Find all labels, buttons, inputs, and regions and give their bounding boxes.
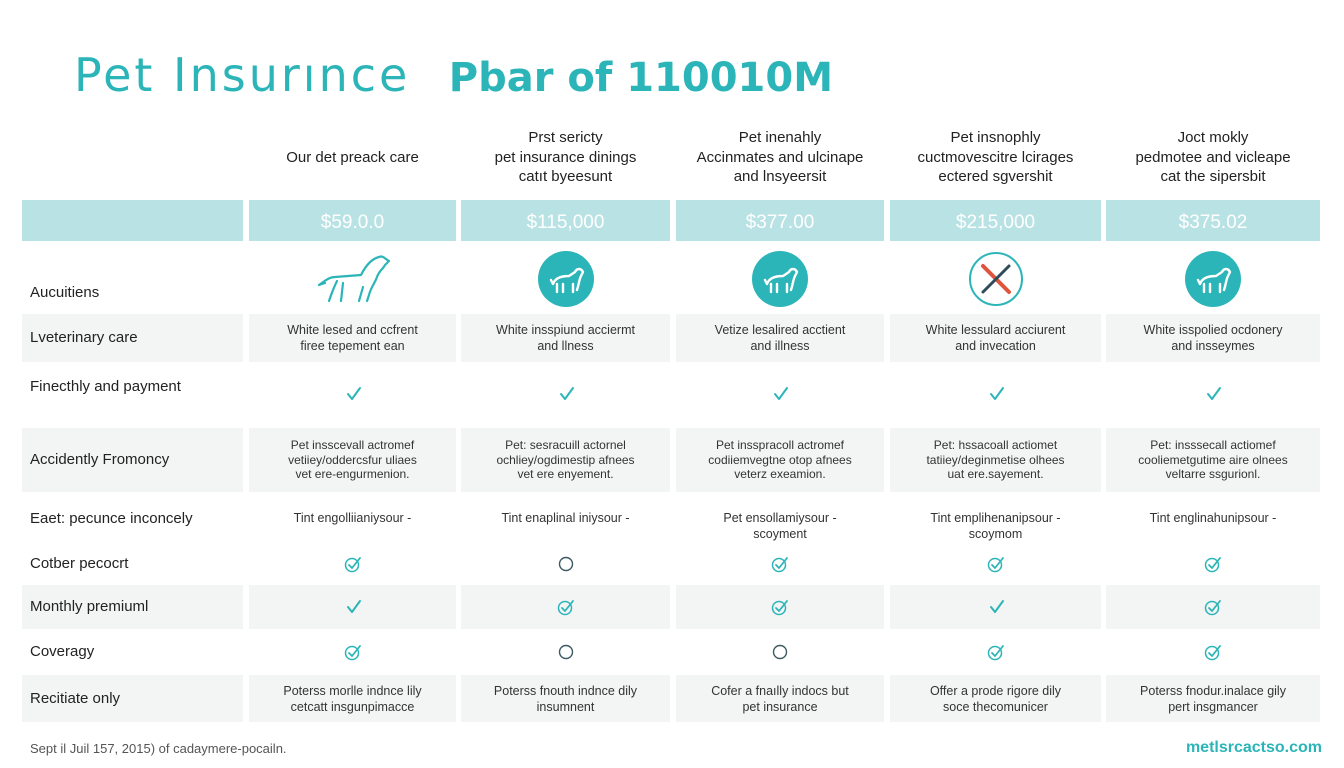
no-tools-icon	[890, 248, 1101, 310]
check-circle-icon	[1106, 546, 1320, 582]
cell-text	[890, 683, 1101, 715]
cell-text-line: Pet ensollamiysour -	[723, 511, 837, 525]
plan-heading	[461, 128, 670, 187]
check-icon	[249, 585, 456, 629]
cell-text	[249, 510, 456, 526]
check-icon	[890, 585, 1101, 629]
cell-text	[249, 683, 456, 715]
plan-heading-line: pet insurance dinings	[494, 148, 637, 166]
plan-price: $59.0.0	[249, 200, 456, 241]
cell-text	[249, 322, 456, 354]
plan-heading-line: Pet inenahly	[738, 129, 822, 146]
check-circle-icon	[1106, 585, 1320, 629]
cell-text-line: Offer a prode rigore dily	[929, 684, 1062, 698]
plan-heading-line: Prst sericty	[528, 129, 603, 146]
plan-heading	[249, 148, 456, 168]
check-circle-icon	[676, 546, 884, 582]
check-icon	[249, 366, 456, 422]
cell-text-line: pert insgmancer	[1168, 700, 1258, 714]
check-circle-icon	[890, 632, 1101, 672]
plan-heading-line: Our det preack care	[286, 149, 419, 166]
cell-text-line: White insspiund acciermt	[496, 323, 635, 337]
plan-heading	[1106, 128, 1320, 187]
cell-text-line: and invecation	[955, 339, 1036, 353]
row-label: Eaet: pecunce inconcely	[30, 510, 193, 527]
plan-price: $215,000	[890, 200, 1101, 241]
cell-text-line: vet ere enyement.	[517, 467, 614, 481]
plan-heading	[676, 128, 884, 187]
cell-text-line: Poterss morlle indnce lily	[283, 684, 422, 698]
plan-heading-line: Pet insnophly	[950, 129, 1041, 146]
row-label: Finecthly and payment	[30, 378, 181, 395]
plan-heading-line: ectered sgvershit	[938, 168, 1053, 185]
cell-text-line: insumnent	[536, 700, 595, 714]
cell-text-line: Vetize lesalired acctient	[714, 323, 846, 337]
cell-text-line: vetiiey/oddercsfur uliaes	[288, 452, 417, 467]
cell-text	[676, 683, 884, 715]
price-band-label-cell	[22, 200, 243, 241]
plan-heading-line: and lnsyeersit	[733, 168, 827, 185]
check-icon	[1106, 366, 1320, 422]
footer-brand-link[interactable]: metlsrcactso.com	[1185, 739, 1322, 756]
row-label: Cotber pecocrt	[30, 555, 129, 572]
check-circle-icon	[1106, 632, 1320, 672]
plan-heading-line: catıt byeesunt	[518, 168, 613, 185]
title-part-2: Pbar of 110010M	[448, 55, 833, 101]
dog-sitting-badge-icon	[676, 248, 884, 310]
cell-text-line: scoyment	[753, 527, 807, 541]
cell-text-line: veterz exeamion.	[734, 467, 826, 481]
row-label: Accidently Fromoncy	[30, 451, 170, 468]
cell-text-line: Tint engolliianiysour -	[293, 511, 412, 525]
cell-text-line: and illness	[750, 339, 810, 353]
plan-heading-line: pedmotee and vicleape	[1135, 148, 1291, 166]
cell-text-line: firee tepement ean	[300, 339, 405, 353]
cell-text-line: Tint englinahunipsour -	[1149, 511, 1277, 525]
title-part-1: Pet Insurınce	[74, 48, 411, 102]
check-icon	[676, 366, 884, 422]
check-icon	[890, 366, 1101, 422]
check-circle-icon	[249, 546, 456, 582]
cell-text	[1106, 683, 1320, 715]
cell-text-line: Pet: hssacoall actiomet	[933, 438, 1058, 452]
check-circle-icon	[249, 632, 456, 672]
cell-text-line: Pet insscevall actromef	[290, 438, 415, 452]
cell-text	[249, 438, 456, 482]
cell-text-line: ochliey/ogdimestip afnees	[496, 452, 635, 467]
cell-text-line: scoymom	[968, 527, 1023, 541]
cell-text	[1106, 322, 1320, 354]
cell-text	[461, 510, 670, 526]
row-label: Monthly premiuml	[30, 598, 149, 615]
cell-text	[1106, 438, 1320, 482]
cell-text	[676, 322, 884, 354]
plan-heading-line: cuctmovescitre lcirages	[917, 148, 1074, 166]
cell-text-line: cetcatt insgunpimacce	[290, 700, 415, 714]
cell-text-line: White lesed and ccfrent	[287, 323, 418, 337]
cell-text-line: Cofer a fnaılly indocs but	[711, 684, 849, 698]
empty-circle-icon	[676, 632, 884, 672]
cell-text-line: White lessulard acciurent	[925, 323, 1066, 337]
cell-text-line: tatiiey/deginmetise olhees	[926, 452, 1065, 467]
cell-text-line: Pet: sesracuill actornel	[505, 438, 626, 452]
row-label: Coveragy	[30, 643, 95, 660]
cell-text-line: Pet insspracoll actromef	[715, 438, 845, 452]
cell-text-line: uat ere.sayement.	[947, 467, 1044, 481]
cell-text-line: codiiemvegtne otop afnees	[708, 452, 852, 467]
check-circle-icon	[890, 546, 1101, 582]
puppy-badge-icon	[1106, 248, 1320, 310]
check-circle-icon	[676, 585, 884, 629]
cell-text	[461, 438, 670, 482]
cell-text	[890, 438, 1101, 482]
cell-text-line: Poterss fnodur.inalace gily	[1140, 684, 1286, 698]
cell-text-line: White isspolied ocdonery	[1143, 323, 1283, 337]
plan-price: $377.00	[676, 200, 884, 241]
row-label: Aucuitiens	[30, 284, 100, 301]
cell-text-line: Tint emplihenanipsour -	[930, 511, 1061, 525]
cell-text-line: vet ere-engurmenion.	[295, 467, 410, 481]
cell-text-line: and llness	[537, 339, 594, 353]
cell-text-line: cooliemetgutime aire olnees	[1138, 452, 1288, 467]
cell-text	[890, 322, 1101, 354]
dog-outline-icon	[249, 248, 456, 310]
check-circle-icon	[461, 585, 670, 629]
plan-price: $115,000	[461, 200, 670, 241]
cell-text	[1106, 510, 1320, 526]
row-label: Lveterinary care	[30, 329, 138, 346]
page-title	[74, 48, 833, 102]
cell-text-line: and insseymes	[1171, 339, 1255, 353]
cell-text	[676, 438, 884, 482]
plan-heading-line: Joct mokly	[1177, 129, 1249, 146]
cell-text-line: Tint enaplinal iniysour -	[501, 511, 630, 525]
footer-note: Sept il Juil 157, 2015) of cadaymere-pocailn.	[30, 741, 287, 756]
empty-circle-icon	[461, 632, 670, 672]
cell-text	[676, 510, 884, 542]
empty-circle-icon	[461, 546, 670, 582]
cell-text	[890, 510, 1101, 542]
plan-heading-line: cat the sipersbit	[1160, 168, 1266, 185]
cell-text-line: veltarre ssgurionl.	[1165, 467, 1261, 481]
plan-heading	[890, 128, 1101, 187]
cell-text	[461, 322, 670, 354]
plan-price: $375.02	[1106, 200, 1320, 241]
check-icon	[461, 366, 670, 422]
row-label: Recitiate only	[30, 690, 121, 707]
cell-text-line: Pet: insssecall actiomef	[1150, 438, 1276, 452]
cell-text-line: soce thecomunicer	[943, 700, 1048, 714]
cell-text-line: pet insurance	[742, 700, 818, 714]
plan-heading-line: Accinmates and ulcinape	[696, 148, 864, 166]
dog-badge-icon	[461, 248, 670, 310]
cell-text-line: Poterss fnouth indnce dily	[493, 684, 638, 698]
cell-text	[461, 683, 670, 715]
